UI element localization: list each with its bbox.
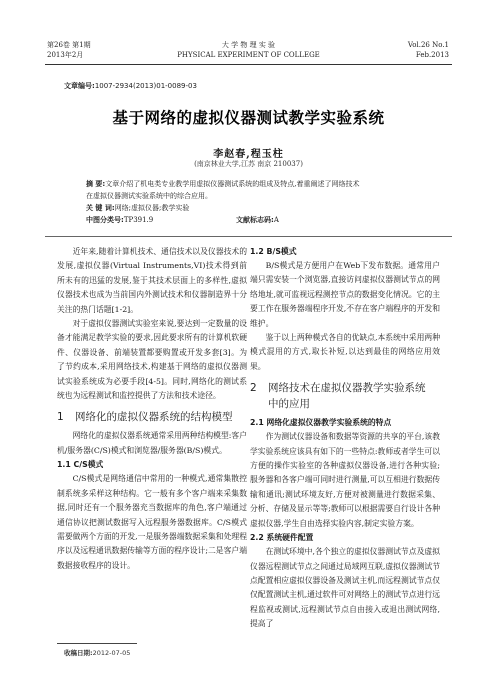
bs-paragraph-2: 鉴于以上两种模式各自的优缺点,本系统中采用两种模式混用的方式,取长补短,以达到最佳的网络应用效果。 (250, 333, 440, 371)
intro-paragraph-1: 近年来,随着计算机技术、通信技术以及仪器技术的发展,虚拟仪器(Virtual Instruments,VI)技术得到前所未有的迅猛的发展,鉴于其技术层面上的多样性,虚拟仪器技术也成为当前国内外测试技术和仪器制造界十分关注的热门话题[1-2]。 (57, 247, 247, 314)
subsection-heading-2-1: 2.1 网络化虚拟仪器教学实验系统的特点 (250, 418, 392, 428)
received-date-footnote (64, 648, 130, 657)
abstract-divider (45, 236, 452, 237)
abstract-block (86, 178, 416, 226)
article-number-label: 文章编号: (64, 82, 95, 90)
section2-paragraph-2: 在测试环境中,各个独立的虚拟仪器测试节点及虚拟仪器远程测试节点之间通过局域网互联,虚拟仪器测试节点配置相应虚拟仪器设备及测试主机,而远程测试节点仅仅配置测试主机,通过软件可对网络上的测试节点进行远程监视或测试,远程测试节点自由接入或退出测试网络,提高了 (250, 547, 440, 629)
volume-issue: 第26卷 第1期 (47, 41, 91, 49)
journal-name-en: PHYSICAL EXPERIMENT OF COLLEGE (177, 51, 320, 59)
document-code-value: A (273, 216, 279, 224)
keywords-value: 网络;虚拟仪器;教学实验 (114, 204, 190, 212)
section-number: 2 (250, 382, 257, 395)
footnote-divider (57, 643, 137, 644)
class-number-label: 中图分类号: (86, 216, 124, 224)
keywords-label: 关 键 词: (86, 204, 115, 212)
header-divider (45, 64, 452, 65)
subsection-heading-1-2: 1.2 B/S模式 (250, 247, 297, 256)
paper-title: 基于网络的虚拟仪器测试教学实验系统 (112, 109, 385, 127)
issue-date: 2013年2月 (47, 51, 84, 59)
received-date-value: 2012-07-05 (92, 649, 131, 657)
right-column (250, 245, 440, 632)
section2-paragraph-1: 作为测试仪器设备和数据等资源的共享的平台,该教学实验系统应该具有如下的一些特点:教师或者学生可以方便的操作实验室的各种虚拟仪器设备,进行各种实验;服务器和各客户端可同时进行测量,可以互相进行数据传输和通讯;测试环境友好,方便对被测量进行数据采集、分析、存储及显示等等;教师可以根据需要自行设计各种虚拟仪器,学生自由选择实验内容,制定实验方案。 (250, 432, 440, 528)
author-affiliation: (南京林业大学,江苏 南京 210037) (194, 160, 303, 168)
section-heading-1 (57, 409, 247, 425)
issue-date-en: Feb.2013 (415, 51, 449, 59)
journal-issue-info-en (408, 40, 449, 60)
abstract-line-2: 在虚拟仪器测试实验系统中的综合应用。 (86, 192, 212, 200)
article-number (64, 81, 197, 91)
left-column (57, 245, 247, 573)
document-code-label: 文献标志码: (236, 216, 274, 224)
section-number: 1 (57, 411, 64, 424)
received-date-label: 收稿日期: (64, 649, 93, 657)
volume-issue-en: Vol.26 No.1 (407, 41, 449, 49)
class-number-value: TP391.9 (123, 216, 154, 224)
section-heading-2 (250, 380, 440, 412)
section1-paragraph-2: C/S模式是网络通信中常用的一种模式,通常集散控制系统多采样这种结构。它一般有多个客户端来采集数据,同时还有一个服务器充当数据库的角色,客户端通过通信协议把测试数据写入远程服务器数据库。C/S模式需要做两个方面的开发,一是服务器端数据采集和处理程序以及远程通讯数据传输等方面的程序设计;二是客户端数据接收程序的设计。 (57, 474, 247, 570)
intro-paragraph-2: 对于虚拟仪器测试实验室来说,要达到一定数量的设备才能满足教学实验的要求,因此要求所有的计算机软硬件、仪器设备、前端装置都要购置或开发多套[3]。为了节约成本,采用网络技术,构建基于网络的虚拟仪器测试实验系统成为必要手段[4-5]。同时,网络化的测试系统也为远程测试和监控提供了方法和技术途径。 (57, 319, 247, 401)
section-title: 网络化的虚拟仪器系统的结构模型 (75, 411, 233, 424)
classification-line (86, 214, 416, 226)
section1-paragraph-1: 网络化的虚拟仪器系统通常采用两种结构模型:客户机/服务器(C/S)模式和浏览器/服务器(B/S)模式。 (57, 431, 247, 455)
article-number-value: 1007-2934(2013)01-0089-03 (94, 82, 197, 90)
subsection-heading-1-1: 1.1 C/S模式 (57, 460, 104, 470)
abstract-line (86, 178, 416, 190)
abstract-text-1: 文章介绍了机电类专业教学用虚拟仪器测试系统的组成及特点,着重阐述了网络技术 (105, 180, 360, 188)
paper-authors: 李赵春,程玉柱 (213, 149, 284, 160)
journal-name-cn: 大 学 物 理 实 验 (221, 41, 276, 49)
bs-paragraph-1: B/S模式是方便用户在Web下发布数据。通常用户端只需安装一个浏览器,直接访问虚拟仪器测试节点的网络地址,就可监视远程测控节点的数据变化情况。它的主要工作在服务器端程序开发,不存在客户端程序的开发和维护。 (250, 261, 440, 328)
section-title: 网络技术在虚拟仪器教学实验系统中的应用 (268, 382, 426, 411)
keywords-line (86, 202, 416, 214)
subsection-heading-2-2: 2.2 系统硬件配置 (250, 533, 314, 543)
abstract-label: 摘 要: (86, 180, 106, 188)
